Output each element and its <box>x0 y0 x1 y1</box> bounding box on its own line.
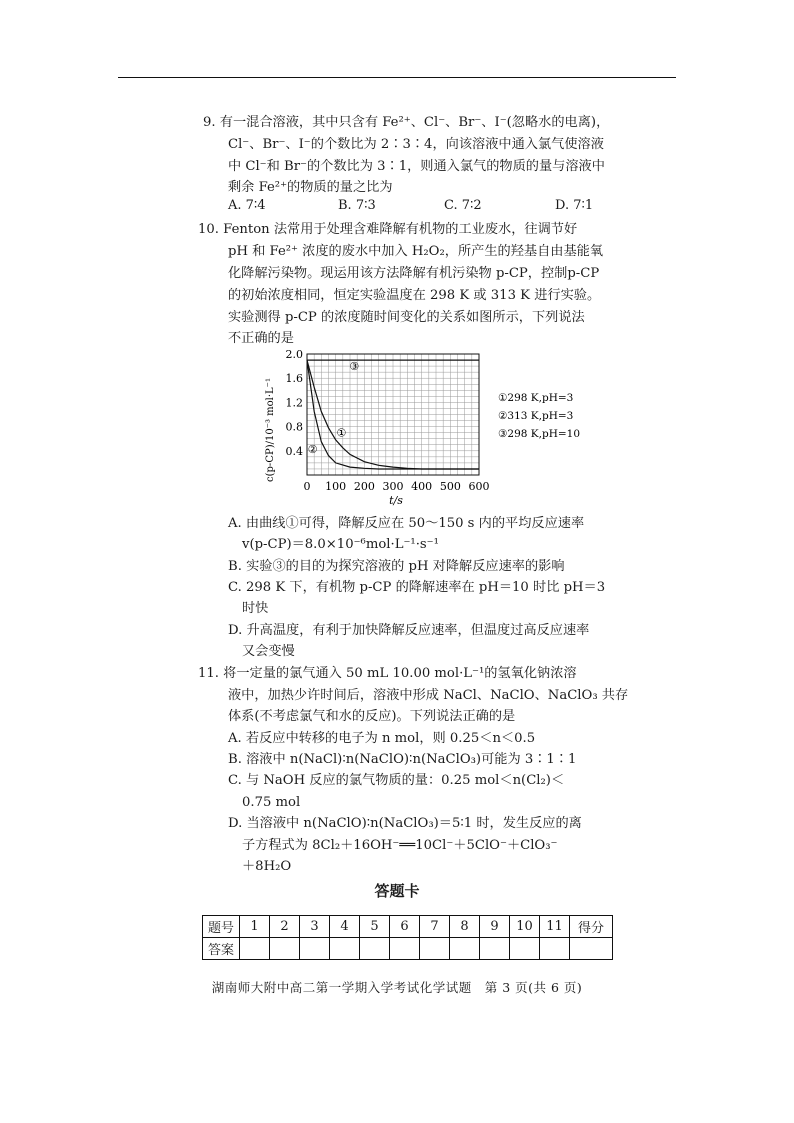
legend-entry: ③298 K,pH=10 <box>498 428 581 440</box>
series-marker-2: ② <box>307 442 318 456</box>
q9-option-a[interactable]: A. 7∶4 <box>228 198 266 213</box>
answer-card-header-row <box>203 916 613 938</box>
answer-cell[interactable] <box>450 938 480 960</box>
y-tick-label: 1.2 <box>285 396 303 410</box>
y-tick-label: 0.4 <box>285 444 303 458</box>
answer-row-label: 答案 <box>203 938 240 960</box>
x-tick-label: 500 <box>439 480 461 493</box>
q9-line: Cl⁻、Br⁻、I⁻的个数比为 2∶3∶4，向该溶液中通入氯气使溶液 <box>228 137 604 152</box>
q10-line: 10. Fenton 法常用于处理含难降解有机物的工业废水，往调节好 <box>198 222 578 237</box>
q10-line: 的初始浓度相同，恒定实验温度在 298 K 或 313 K 进行实验。 <box>228 288 601 303</box>
header-cell: 7 <box>420 916 450 938</box>
q11-option-c-cont: 0.75 mol <box>242 795 301 810</box>
q11-option-a[interactable]: A. 若反应中转移的电子为 n mol，则 0.25＜n＜0.5 <box>228 731 536 746</box>
answer-cell[interactable] <box>390 938 420 960</box>
y-tick-label: 0.8 <box>285 420 303 434</box>
header-rule <box>118 77 676 78</box>
concentration-chart <box>262 346 622 506</box>
answer-card-answer-row <box>203 938 613 960</box>
series-marker-3: ③ <box>349 360 360 374</box>
q10-line: 化降解污染物。现运用该方法降解有机污染物 p-CP，控制p-CP <box>228 266 600 281</box>
x-tick-label: 0 <box>303 480 311 493</box>
q11-option-d[interactable]: D. 当溶液中 n(NaClO)∶n(NaClO₃)＝5∶1 时，发生反应的离 <box>228 816 582 831</box>
x-tick-label: 200 <box>353 480 375 493</box>
header-cell: 6 <box>390 916 420 938</box>
q10-option-d[interactable]: D. 升高温度，有利于加快降解反应速率，但温度过高反应速率 <box>228 623 590 638</box>
header-cell: 2 <box>270 916 300 938</box>
q10-option-a[interactable]: A. 由曲线①可得，降解反应在 50～150 s 内的平均反应速率 <box>228 516 585 531</box>
q9-option-d[interactable]: D. 7∶1 <box>555 198 594 213</box>
q9-line: 剩余 Fe²⁺的物质的量之比为 <box>228 180 393 195</box>
answer-cell[interactable] <box>420 938 450 960</box>
legend-entry: ②313 K,pH=3 <box>498 410 574 422</box>
header-cell: 3 <box>300 916 330 938</box>
y-tick-label: 2.0 <box>285 348 303 361</box>
x-axis-label: t/s <box>389 494 403 507</box>
q11-option-c[interactable]: C. 与 NaOH 反应的氯气物质的量：0.25 mol＜n(Cl₂)＜ <box>228 773 565 788</box>
q10-option-c[interactable]: C. 298 K 下，有机物 p-CP 的降解速率在 pH＝10 时比 pH＝3 <box>228 580 606 595</box>
x-tick-label: 300 <box>382 480 404 493</box>
header-cell: 得分 <box>570 916 613 938</box>
q10-line: pH 和 Fe²⁺ 浓度的废水中加入 H₂O₂，所产生的羟基自由基能氧 <box>228 244 604 259</box>
x-tick-label: 100 <box>325 480 347 493</box>
answer-card-title: 答题卡 <box>374 882 420 900</box>
header-cell: 1 <box>240 916 270 938</box>
header-cell: 11 <box>540 916 570 938</box>
series-marker-1: ① <box>336 426 347 440</box>
header-cell: 题号 <box>203 916 240 938</box>
answer-cell[interactable] <box>570 938 613 960</box>
q11-line: 11. 将一定量的氯气通入 50 mL 10.00 mol·L⁻¹的氢氧化钠浓溶 <box>198 666 577 681</box>
header-cell: 5 <box>360 916 390 938</box>
q9-line: 9. 有一混合溶液，其中只含有 Fe²⁺、Cl⁻、Br⁻、I⁻(忽略水的电离)， <box>203 115 610 130</box>
x-tick-label: 400 <box>411 480 433 493</box>
page-footer: 湖南师大附中高二第一学期入学考试化学试题 第 3 页(共 6 页) <box>211 980 583 995</box>
q10-line: 实验测得 p-CP 的浓度随时间变化的关系如图所示，下列说法 <box>228 310 585 325</box>
header-cell: 8 <box>450 916 480 938</box>
x-tick-label: 600 <box>468 480 490 493</box>
q10-option-c-cont: 时快 <box>242 601 269 616</box>
q9-option-c[interactable]: C. 7∶2 <box>444 198 482 213</box>
answer-cell[interactable] <box>480 938 510 960</box>
header-cell: 4 <box>330 916 360 938</box>
q9-line: 中 Cl⁻和 Br⁻的个数比为 3∶1，则通入氯气的物质的量与溶液中 <box>228 159 605 174</box>
answer-cell[interactable] <box>540 938 570 960</box>
q10-option-d-cont: 又会变慢 <box>242 644 295 659</box>
answer-card-table <box>202 915 613 960</box>
answer-cell[interactable] <box>300 938 330 960</box>
answer-cell[interactable] <box>270 938 300 960</box>
q9-option-b[interactable]: B. 7∶3 <box>338 198 376 213</box>
q11-option-d-cont: 子方程式为 8Cl₂＋16OH⁻══10Cl⁻＋5ClO⁻＋ClO₃⁻ <box>242 838 558 853</box>
q10-option-b[interactable]: B. 实验③的目的为探究溶液的 pH 对降解反应速率的影响 <box>228 559 565 574</box>
q11-line: 液中，加热少许时间后，溶液中形成 NaCl、NaClO、NaClO₃ 共存 <box>228 688 629 703</box>
q11-option-b[interactable]: B. 溶液中 n(NaCl)∶n(NaClO)∶n(NaClO₃)可能为 3∶1∶1 <box>228 752 577 767</box>
header-cell: 10 <box>510 916 540 938</box>
q11-option-d-cont: ＋8H₂O <box>242 859 292 874</box>
q10-line: 不正确的是 <box>228 331 294 346</box>
answer-cell[interactable] <box>360 938 390 960</box>
y-axis-label: c(p-CP)/10⁻³ mol·L⁻¹ <box>265 378 276 482</box>
answer-cell[interactable] <box>510 938 540 960</box>
legend-entry: ①298 K,pH=3 <box>498 392 574 404</box>
header-cell: 9 <box>480 916 510 938</box>
q10-option-a-cont: v(p-CP)＝8.0×10⁻⁶mol·L⁻¹·s⁻¹ <box>242 537 439 552</box>
answer-cell[interactable] <box>330 938 360 960</box>
y-tick-label: 1.6 <box>285 372 303 386</box>
answer-cell[interactable] <box>240 938 270 960</box>
q11-line: 体系(不考虑氯气和水的反应)。下列说法正确的是 <box>228 709 516 724</box>
